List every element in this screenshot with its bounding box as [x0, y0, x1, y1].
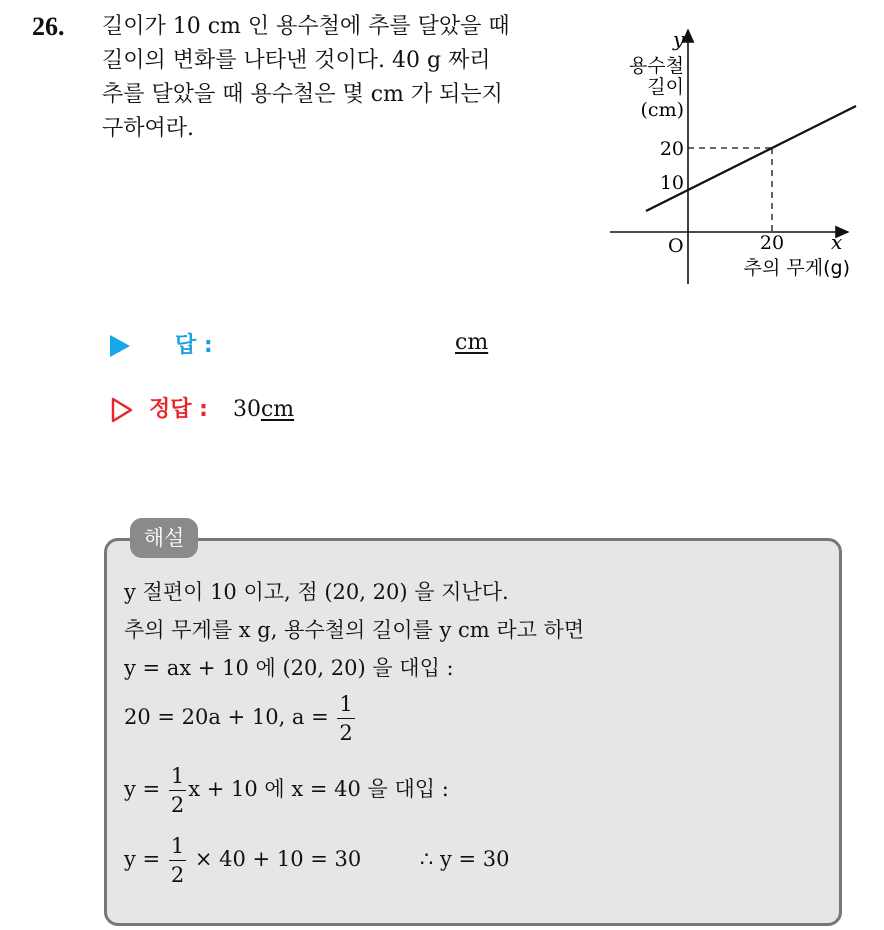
- solution-line: y = ax + 10 에 (20, 20) 을 대입 :: [124, 656, 454, 680]
- filled-triangle-icon: [110, 335, 130, 357]
- fraction: [169, 832, 186, 889]
- equation-text: x + 10 에 x = 40 을 대입 :: [188, 777, 449, 801]
- origin-label: O: [668, 235, 684, 257]
- answer-row: [110, 328, 213, 359]
- equation-text: 20 = 20a + 10, a =: [124, 705, 329, 729]
- correct-answer-unit: cm: [260, 397, 295, 422]
- answer-label: 답 :: [175, 333, 213, 358]
- question-line: 구하여라.: [102, 116, 195, 141]
- answer-unit-text: cm: [455, 330, 489, 355]
- question-line: 길이가 10 cm 인 용수철에 추를 달았을 때: [102, 14, 510, 39]
- y-tick-label: 10: [659, 172, 684, 194]
- equation-text: y =: [124, 847, 161, 871]
- question-text: [102, 10, 584, 146]
- solution-line: y 절편이 10 이고, 점 (20, 20) 을 지난다.: [124, 580, 509, 604]
- correct-answer-row: [110, 392, 294, 423]
- solution-equation-a: [124, 690, 357, 747]
- y-axis-label-line: 용수철: [628, 55, 684, 77]
- therefore-statement: ∴ y = 30: [419, 847, 510, 871]
- x-variable: x: [831, 230, 843, 254]
- y-axis-label-line: (cm): [640, 99, 684, 121]
- correct-answer-value: 30: [232, 397, 261, 422]
- y-variable: y: [673, 27, 685, 51]
- fraction-denominator: 2: [170, 793, 185, 817]
- solution-equation-result: [124, 832, 510, 889]
- fraction: [169, 762, 186, 819]
- equation-text: y =: [124, 777, 161, 801]
- fraction: [337, 690, 354, 747]
- fraction-numerator: 1: [337, 690, 354, 719]
- fraction-numerator: 1: [169, 762, 186, 791]
- x-axis-label: 추의 무게(g): [743, 257, 850, 279]
- answer-unit: [455, 330, 488, 355]
- equation-text: × 40 + 10 = 30: [194, 847, 362, 871]
- fraction-numerator: 1: [169, 832, 186, 861]
- x-tick-label: 20: [759, 232, 785, 254]
- spring-length-graph: [600, 22, 860, 292]
- question-number: 26.: [32, 12, 65, 41]
- solution-equation-substitute: [124, 762, 449, 819]
- solution-line: 추의 무게를 x g, 용수철의 길이를 y cm 라고 하면: [124, 618, 585, 642]
- question-line: 추를 달았을 때 용수철은 몇 cm 가 되는지: [102, 82, 503, 107]
- solution-tag: 해설: [130, 518, 198, 558]
- y-axis-label-line: 길이: [647, 76, 684, 98]
- fraction-denominator: 2: [339, 721, 353, 745]
- correct-answer-label: 정답 :: [149, 397, 208, 422]
- outline-triangle-icon: [110, 397, 134, 423]
- question-line: 길이의 변화를 나타낸 것이다. 40 g 짜리: [102, 48, 491, 73]
- fraction-denominator: 2: [170, 863, 185, 887]
- y-tick-label: 20: [659, 138, 684, 160]
